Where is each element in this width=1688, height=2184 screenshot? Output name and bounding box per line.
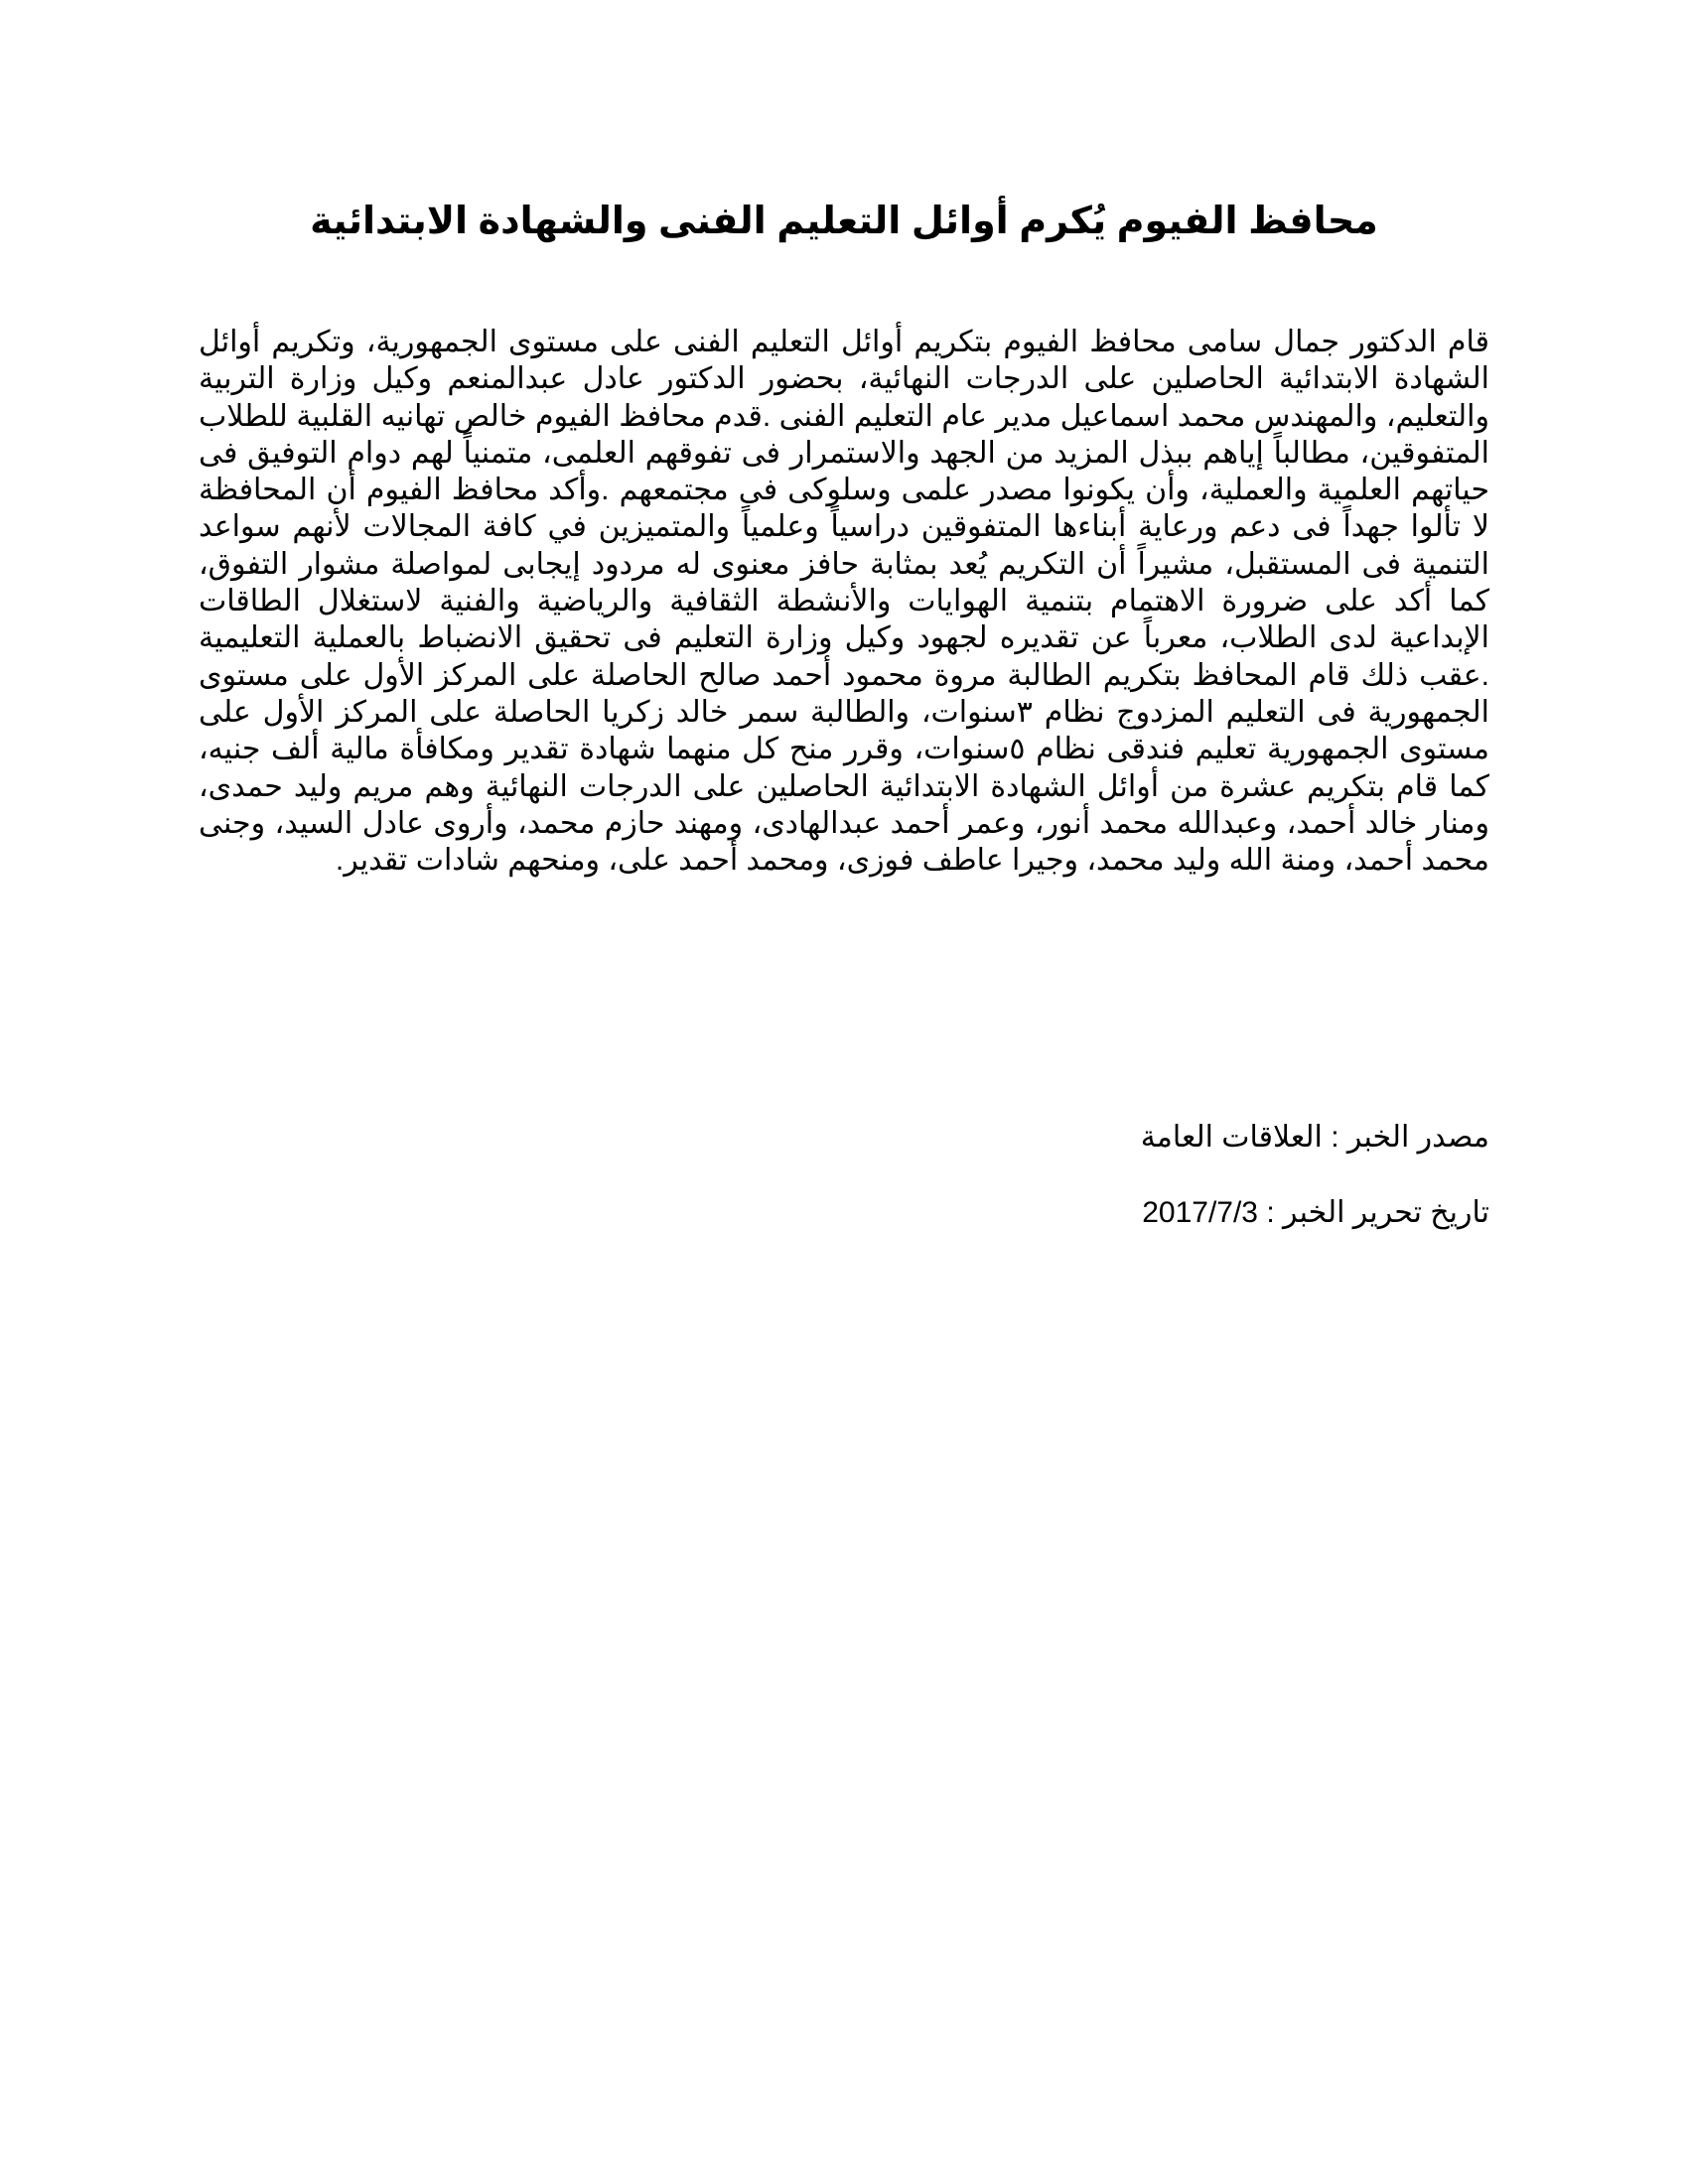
news-source-value: العلاقات العامة xyxy=(1140,1121,1323,1154)
article-body: قام الدكتور جمال سامى محافظ الفيوم بتكريم أوائل التعليم الفنى على مستوى الجمهورية، وتكريم أوائل الشهادة الابتدائية الحاصلين على الدرجات النهائية، بحضور الدكتور عادل عبدالمنعم وكيل وزارة التربية والتعليم، والمهندس محمد اسماعيل مدير عام التعليم الفنى .قدم محافظ الفيوم خالص تهانيه القلبية للطلاب المتفوقين، مطالباً إياهم ببذل المزيد من الجهد والاستمرار فى تفوقهم العلمى، متمنياً لهم دوام التوفيق فى حياتهم العلمية والعملية، وأن يكونوا مصدر علمى وسلوكى فى مجتمعهم .وأكد محافظ الفيوم أن المحافظة لا تألوا جهداً فى دعم ورعاية أبناءها المتفوقين دراسياً وعلمياً والمتميزين في كافة المجالات لأنهم سواعد التنمية فى المستقبل، مشيراً أن التكريم يُعد بمثابة حافز معنوى له مردود إيجابى لمواصلة مشوار التفوق، كما أكد على ضرورة الاهتمام بتنمية الهوايات والأنشطة الثقافية والرياضية والفنية لاستغلال الطاقات الإبداعية لدى الطلاب، معرباً عن تقديره لجهود وكيل وزارة التعليم فى تحقيق الانضباط بالعملية التعليمية .عقب ذلك قام المحافظ بتكريم الطالبة مروة محمود أحمد صالح الحاصلة على المركز الأول على مستوى الجمهورية فى التعليم المزدوج نظام ٣سنوات، والطالبة سمر خالد زكريا الحاصلة على المركز الأول على مستوى الجمهورية تعليم فندقى نظام ٥سنوات، وقرر منح كل منهما شهادة تقدير ومكافأة مالية ألف جنيه، كما قام بتكريم عشرة من أوائل الشهادة الابتدائية الحاصلين على الدرجات النهائية وهم مريم وليد حمدى، ومنار خالد أحمد، وعبدالله محمد أنور، وعمر أحمد عبدالهادى، ومهند حازم محمد، وأروى عادل السيد، وجنى محمد أحمد، ومنة الله وليد محمد، وجيرا عاطف فوزى، ومحمد أحمد على، ومنحهم شادات تقدير. xyxy=(199,326,1489,878)
news-date-label: تاريخ تحرير الخبر xyxy=(1283,1196,1489,1229)
news-source-line xyxy=(199,1118,1489,1158)
news-date-separator: : xyxy=(1266,1196,1275,1229)
article-title: محافظ الفيوم يُكرم أوائل التعليم الفنى والشهادة الابتدائية xyxy=(310,201,1378,242)
news-date-line xyxy=(199,1193,1489,1233)
news-source-label: مصدر الخبر xyxy=(1346,1121,1489,1154)
news-date-value: 2017/7/3 xyxy=(1142,1196,1258,1229)
news-source-separator: : xyxy=(1331,1121,1339,1154)
